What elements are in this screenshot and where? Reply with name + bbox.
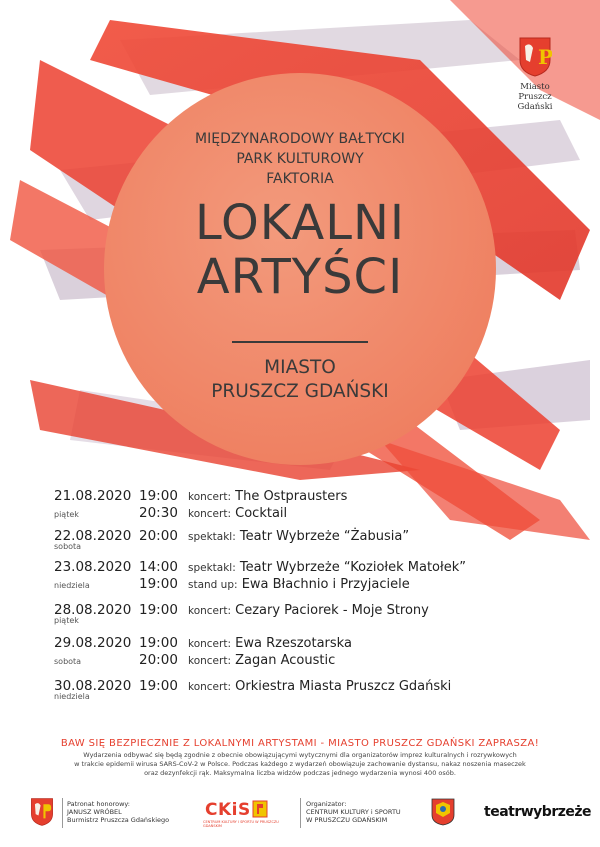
entry-desc xyxy=(188,636,352,651)
entry-time: 20:00 xyxy=(139,528,178,544)
crest-icon xyxy=(518,36,552,78)
entry-desc xyxy=(188,603,429,618)
schedule-entry xyxy=(54,678,574,701)
entry-desc xyxy=(188,529,409,544)
entry-kind: koncert: xyxy=(188,605,231,617)
entry-time: 19:00 xyxy=(139,678,178,694)
entry-title: The Ostprausters xyxy=(235,489,348,504)
patron-crest-icon xyxy=(30,797,54,827)
entry-title: Cocktail xyxy=(235,506,288,521)
ckis-subtitle: CENTRUM KULTURY I SPORTU W PRUSZCZU GDAŃSKIM xyxy=(203,820,279,828)
city-crest xyxy=(505,36,565,112)
entry-desc xyxy=(188,653,335,668)
entry-time: 19:00 xyxy=(139,576,178,592)
entry-kind: koncert: xyxy=(188,491,231,503)
schedule-entry xyxy=(54,602,574,625)
schedule-entry xyxy=(54,528,574,551)
slogan: BAW SIĘ BEZPIECZNIE Z LOKALNYMI ARTYSTAMI - MIASTO PRUSZCZ GDAŃSKI ZAPRASZA! xyxy=(60,738,540,749)
event-title xyxy=(130,196,470,304)
entry-day: niedziela xyxy=(54,692,90,701)
entry-title: Teatr Wybrzeże “Koziołek Matołek” xyxy=(239,560,466,575)
entry-day: sobota xyxy=(54,542,82,551)
entry-title: Orkiestra Miasta Pruszcz Gdański xyxy=(235,679,452,694)
entry-time: 19:00 xyxy=(139,602,178,618)
entry-kind: spektakl: xyxy=(188,531,236,543)
entry-title: Teatr Wybrzeże “Żabusia” xyxy=(239,529,410,544)
entry-desc xyxy=(188,506,287,521)
footer-divider xyxy=(62,798,63,828)
entry-time: 20:30 xyxy=(139,505,178,521)
ckis-logo: CKiS xyxy=(205,800,251,820)
entry-time: 19:00 xyxy=(139,635,178,651)
notice-line-1: Wydarzenia odbywać się będą zgodnie z obecnie obowiązującymi wytycznymi dla organizatorów imprez kulturalnych i rozrywkowych xyxy=(83,751,517,759)
footer-divider xyxy=(300,798,301,828)
title-line-2: ARTYŚCI xyxy=(196,249,404,305)
city-line-1: MIASTO xyxy=(264,357,336,378)
title-divider xyxy=(232,341,368,343)
entry-title: Zagan Acoustic xyxy=(235,653,336,668)
organizer-line-1: Organizator: xyxy=(306,800,347,808)
schedule-entry xyxy=(54,559,574,593)
entry-day: piątek xyxy=(54,616,79,625)
org-line-1: MIĘDZYNARODOWY BAŁTYCKI xyxy=(195,131,405,147)
entry-kind: koncert: xyxy=(188,681,231,693)
patron-line-1: Patronat honorowy: xyxy=(67,800,130,808)
entry-title: Ewa Błachnio i Przyjaciele xyxy=(241,577,410,592)
crest-label-2: Pruszcz Gdański xyxy=(517,92,553,112)
entry-time: 20:00 xyxy=(139,652,178,668)
entry-time: 14:00 xyxy=(139,559,178,575)
schedule-entry xyxy=(54,635,574,669)
event-schedule xyxy=(54,488,574,705)
entry-kind: koncert: xyxy=(188,638,231,650)
safety-notice xyxy=(40,751,560,778)
entry-kind: stand up: xyxy=(188,579,238,591)
entry-title: Ewa Rzeszotarska xyxy=(235,636,352,651)
crest-label-1: Miasto xyxy=(520,82,550,92)
entry-title: Cezary Paciorek - Moje Strony xyxy=(235,603,429,618)
entry-day: piątek xyxy=(54,510,79,519)
entry-desc xyxy=(188,577,410,592)
schedule-entry xyxy=(54,488,574,522)
crest-letter: P xyxy=(538,45,552,69)
entry-date: 30.08.2020 xyxy=(54,678,132,694)
entry-kind: koncert: xyxy=(188,508,231,520)
organizer-heading xyxy=(130,129,470,189)
entry-day: niedziela xyxy=(54,581,90,590)
patron-line-2: JANUSZ WRÓBEL xyxy=(67,808,122,816)
organizer-info xyxy=(306,800,401,824)
entry-time: 19:00 xyxy=(139,488,178,504)
patron-info xyxy=(67,800,169,824)
title-line-1: LOKALNI xyxy=(194,195,406,251)
organizer-line-2: CENTRUM KULTURY i SPORTU xyxy=(306,808,401,816)
entry-desc xyxy=(188,679,451,694)
organizer-line-3: W PRUSZCZU GDAŃSKIM xyxy=(306,816,388,824)
ckis-emblem-icon xyxy=(252,800,268,818)
entry-date: 28.08.2020 xyxy=(54,602,132,618)
city-crest-small-icon xyxy=(430,797,456,827)
entry-date: 23.08.2020 xyxy=(54,559,132,575)
entry-date: 22.08.2020 xyxy=(54,528,132,544)
entry-date: 21.08.2020 xyxy=(54,488,132,504)
entry-desc xyxy=(188,489,347,504)
patron-line-3: Burmistrz Pruszcza Gdańskiego xyxy=(67,816,170,824)
entry-desc xyxy=(188,560,466,575)
org-line-2: PARK KULTUROWY xyxy=(236,151,364,167)
entry-kind: koncert: xyxy=(188,655,231,667)
entry-date: 29.08.2020 xyxy=(54,635,132,651)
entry-day: sobota xyxy=(54,657,82,666)
city-line-2: PRUSZCZ GDAŃSKI xyxy=(211,381,389,402)
city-heading xyxy=(130,356,470,404)
notice-line-2: w trakcie epidemii wirusa SARS-CoV-2 w Polsce. Podczas każdego z wydarzeń obowiązuje zachowanie dystansu, nakaz noszenia maseczek xyxy=(74,760,526,768)
notice-line-3: oraz dezynfekcji rąk. Maksymalna liczba widzów podczas jednego wydarzenia wynosi 400 osób. xyxy=(144,769,456,777)
org-line-3: FAKTORIA xyxy=(266,171,334,187)
entry-kind: spektakl: xyxy=(188,562,236,574)
teatr-wybrzeze-logo: teatrwybrzeże xyxy=(484,804,592,820)
